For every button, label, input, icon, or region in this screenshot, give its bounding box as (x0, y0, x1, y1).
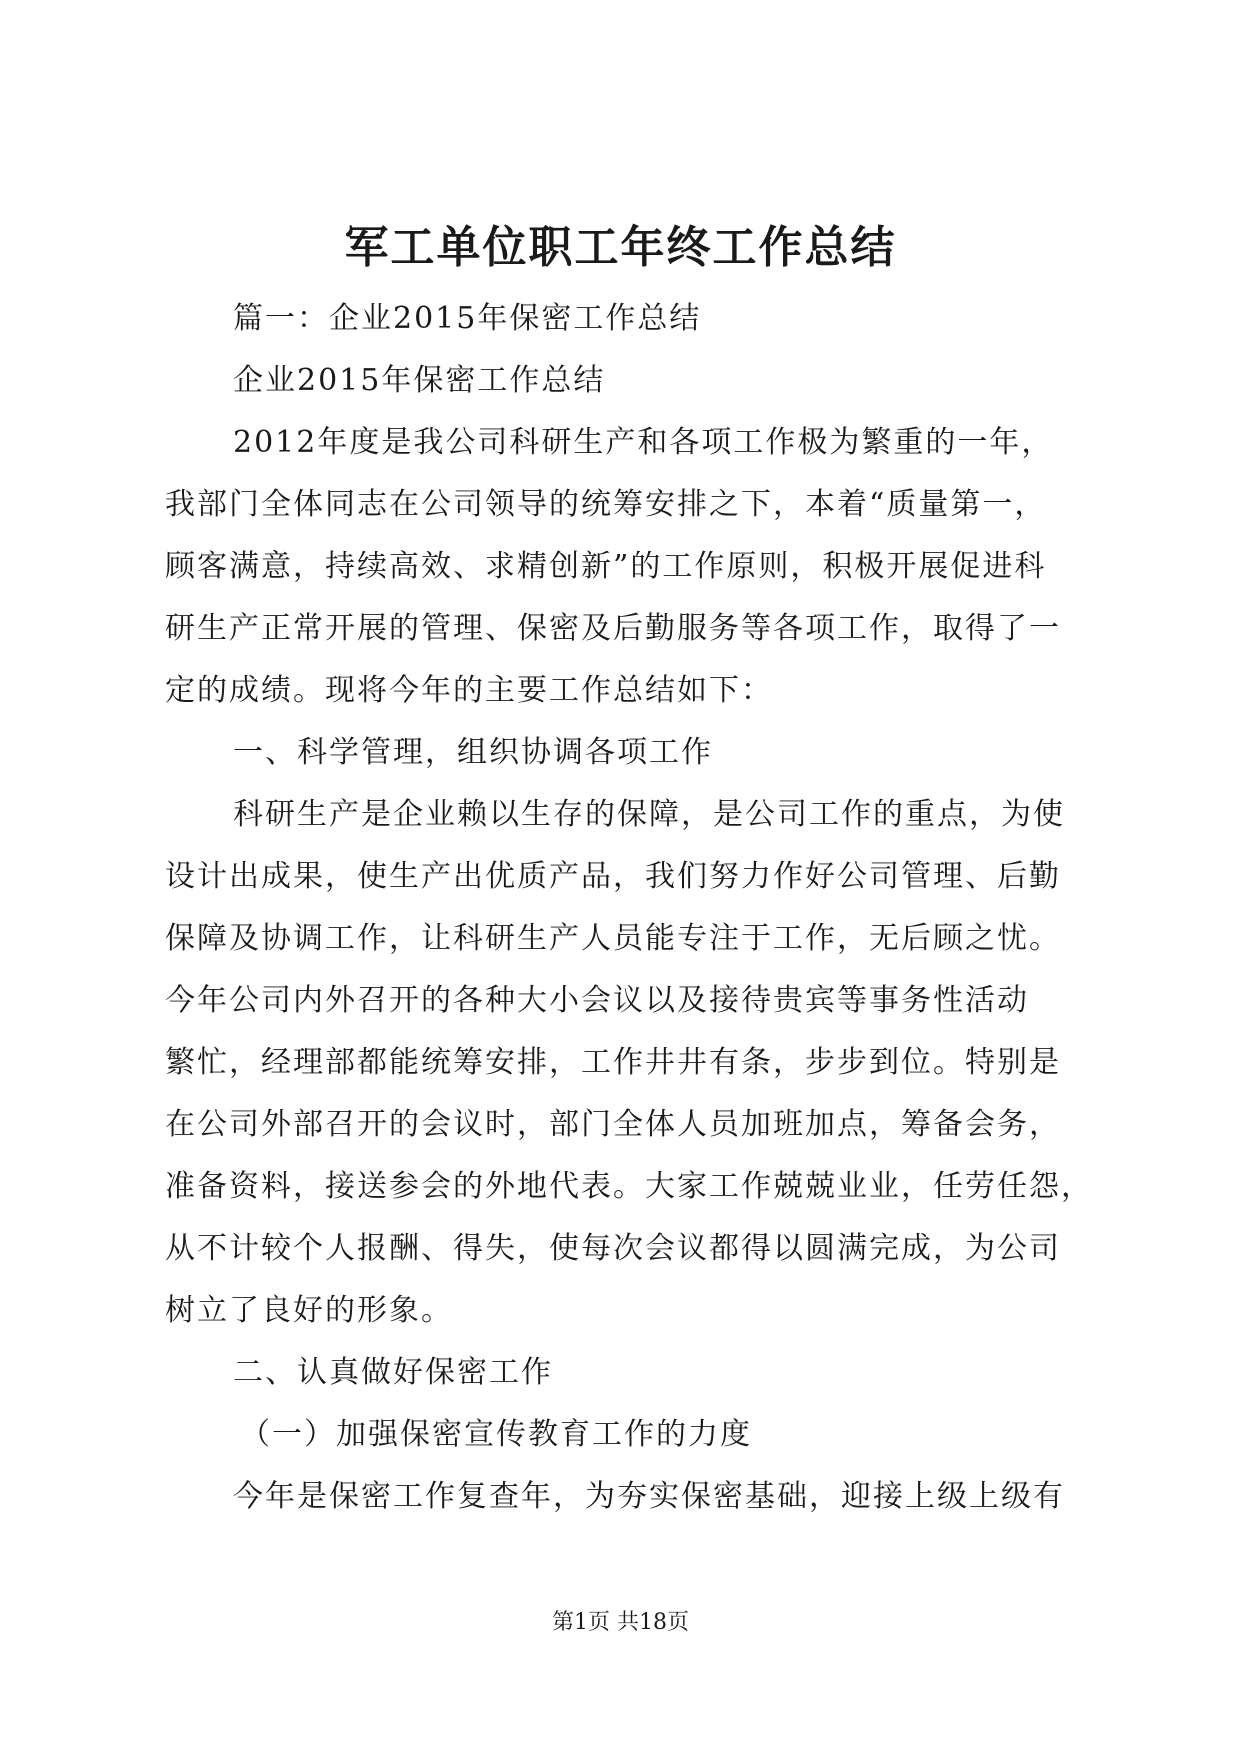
paragraph-line: 准备资料，接送参会的外地代表。大家工作兢兢业业，任劳任怨， (165, 1169, 1093, 1204)
paragraph-line: 定的成绩。现将今年的主要工作总结如下： (165, 673, 773, 708)
paragraph-line: 今年公司内外召开的各种大小会议以及接待贵宾等事务性活动 (165, 983, 1029, 1018)
paragraph-line: 科研生产是企业赖以生存的保障，是公司工作的重点，为使 (233, 797, 1065, 832)
paragraph-line: 我部门全体同志在公司领导的统筹安排之下，本着“质量第一， (165, 487, 1047, 522)
paragraph-line: 设计出成果，使生产出优质产品，我们努力作好公司管理、后勤 (165, 859, 1061, 894)
paragraph-line: 顾客满意，持续高效、求精创新”的工作原则，积极开展促进科 (165, 549, 1047, 584)
subsection-heading: （一）加强保密宣传教育工作的力度 (240, 1417, 752, 1452)
section-heading: 篇一：企业2015年保密工作总结 (233, 301, 702, 336)
paragraph-line: 树立了良好的形象。 (165, 1293, 453, 1328)
page-number: 第1页 共18页 (552, 1610, 689, 1635)
section-heading: 二、认真做好保密工作 (233, 1355, 553, 1390)
section-heading: 一、科学管理，组织协调各项工作 (233, 735, 713, 770)
paragraph-line: 2012年度是我公司科研生产和各项工作极为繁重的一年， (233, 425, 1054, 460)
paragraph-line: 在公司外部召开的会议时，部门全体人员加班加点，筹备会务， (165, 1107, 1061, 1142)
document-body (165, 288, 1093, 1528)
document-title: 军工单位职工年终工作总结 (344, 222, 897, 273)
paragraph-line: 繁忙，经理部都能统筹安排，工作井井有条，步步到位。特别是 (165, 1045, 1061, 1080)
paragraph-line: 保障及协调工作，让科研生产人员能专注于工作，无后顾之忧。 (165, 921, 1061, 956)
paragraph-line: 研生产正常开展的管理、保密及后勤服务等各项工作，取得了一 (165, 611, 1061, 646)
paragraph-line: 从不计较个人报酬、得失，使每次会议都得以圆满完成，为公司 (165, 1231, 1061, 1266)
subtitle-line: 企业2015年保密工作总结 (233, 363, 606, 398)
paragraph-line: 今年是保密工作复查年，为夯实保密基础，迎接上级上级有 (233, 1479, 1065, 1514)
